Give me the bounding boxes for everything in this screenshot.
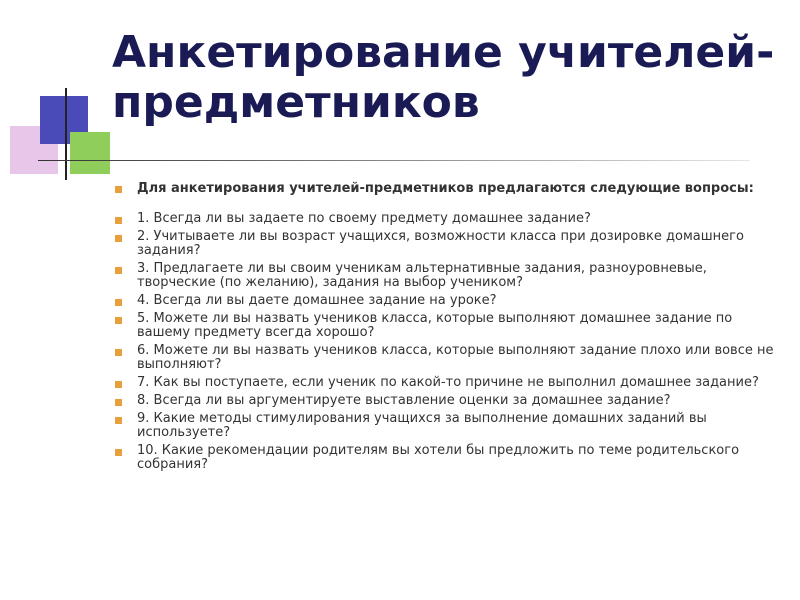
question-item xyxy=(115,294,775,308)
decor-green-square xyxy=(70,132,110,174)
question-item xyxy=(115,212,775,226)
question-item xyxy=(115,412,775,440)
question-text: 9. Какие методы стимулирования учащихся за выполнение домашних заданий вы используете? xyxy=(137,411,707,440)
question-item xyxy=(115,394,775,408)
question-item xyxy=(115,444,775,472)
question-text: 4. Всегда ли вы даете домашнее задание на уроке? xyxy=(137,293,497,308)
intro-item xyxy=(115,181,775,196)
bullet-icon xyxy=(115,381,122,388)
question-text: 2. Учитываете ли вы возраст учащихся, возможности класса при дозировке домашнего задания? xyxy=(137,229,744,258)
question-text: 5. Можете ли вы назвать учеников класса, которые выполняют домашнее задание по вашему предмету всегда хорошо? xyxy=(137,311,733,340)
decor-vertical-line xyxy=(65,88,67,180)
title-divider-line xyxy=(38,160,750,161)
bullet-icon xyxy=(115,235,122,242)
bullet-icon xyxy=(115,349,122,356)
question-item xyxy=(115,262,775,290)
slide-content xyxy=(115,181,775,476)
question-item xyxy=(115,344,775,372)
question-text: 3. Предлагаете ли вы своим ученикам альтернативные задания, разноуровневые, творческие (по желанию), задания на выбор учеником? xyxy=(137,261,707,290)
bullet-icon xyxy=(115,186,122,193)
bullet-icon xyxy=(115,399,122,406)
slide-title xyxy=(112,28,792,128)
question-item xyxy=(115,230,775,258)
question-text: 1. Всегда ли вы задаете по своему предмету домашнее задание? xyxy=(137,211,591,226)
bullet-icon xyxy=(115,417,122,424)
questions-list xyxy=(115,212,775,472)
question-item xyxy=(115,312,775,340)
bullet-icon xyxy=(115,267,122,274)
bullet-icon xyxy=(115,217,122,224)
slide-title-line1: Анкетирование учителей- xyxy=(112,27,775,78)
question-text: 7. Как вы поступаете, если ученик по какой-то причине не выполнил домашнее задание? xyxy=(137,375,759,390)
intro-text: Для анкетирования учителей-предметников предлагаются следующие вопросы: xyxy=(137,181,754,196)
question-item xyxy=(115,376,775,390)
bullet-icon xyxy=(115,317,122,324)
bullet-icon xyxy=(115,299,122,306)
question-text: 8. Всегда ли вы аргументируете выставление оценки за домашнее задание? xyxy=(137,393,671,408)
question-text: 10. Какие рекомендации родителям вы хотели бы предложить по теме родительского собрания? xyxy=(137,443,740,472)
bullet-icon xyxy=(115,449,122,456)
question-text: 6. Можете ли вы назвать учеников класса, которые выполняют задание плохо или вовсе не выполняют? xyxy=(137,343,774,372)
slide-title-line2: предметников xyxy=(112,77,480,128)
